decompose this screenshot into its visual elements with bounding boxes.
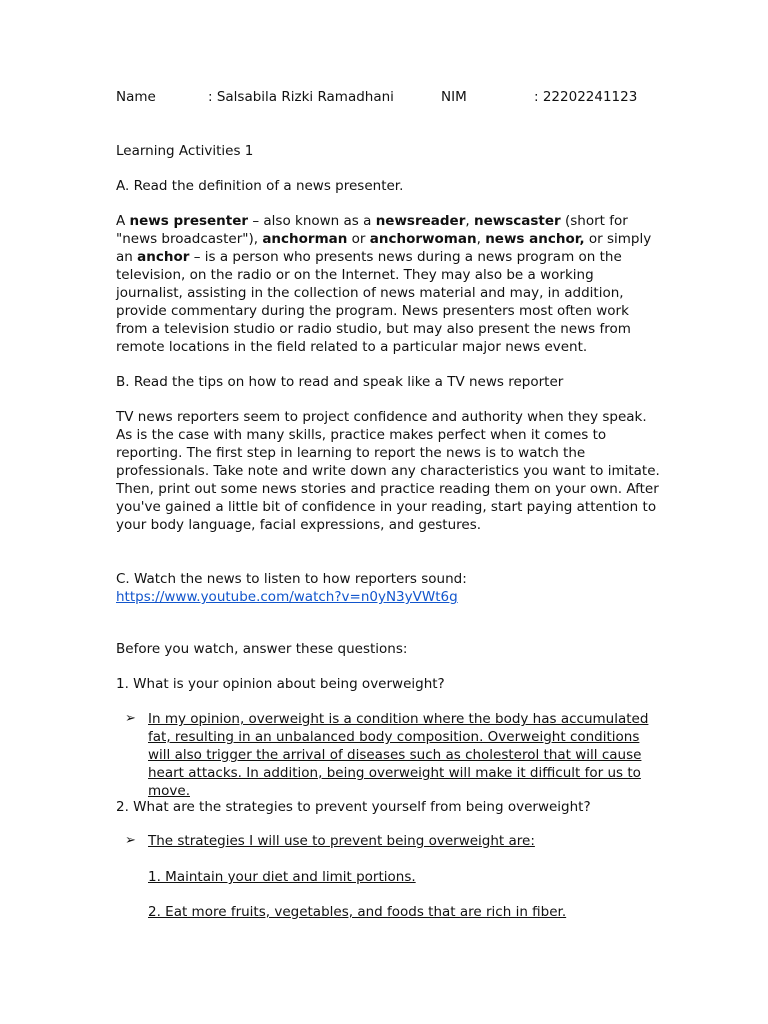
answer-2-intro: The strategies I will use to prevent being overweight are: [148,833,535,849]
section-a-heading: A. Read the definition of a news presenter. [116,178,404,194]
answer-1: In my opinion, overweight is a condition where the body has accumulated fat, resulting in an unbalanced body composition. Overweight conditions will also trigger the arrival of diseases such as cholesterol that will cause heart attacks. In addition, being overweight will make it difficult for us to move. [148,711,649,799]
question-2: 2. What are the strategies to prevent yourself from being overweight? [116,799,591,815]
section-b-paragraph: TV news reporters seem to project confidence and authority when they speak. As is the case with many skills, practice makes perfect when it comes to reporting. The first step in learning to report the news is to watch the professionals. Take note and write down any characteristics you want to imitate. Then, print out some news stories and practice reading them on your own. After you've gained a little bit of confidence in your reading, start paying attention to your body language, facial expressions, and gestures. [116,409,660,533]
question-1: 1. What is your opinion about being overweight? [116,676,445,692]
answer-2-item-2: 2. Eat more fruits, vegetables, and foods that are rich in fiber. [148,904,567,920]
document-title: Learning Activities 1 [116,143,254,159]
name-value: : Salsabila Rizki Ramadhani [208,89,394,105]
before-watch-text: Before you watch, answer these questions: [116,641,408,657]
name-label: Name [116,89,156,105]
nim-value: : 22202241123 [534,89,638,105]
section-a-paragraph: A news presenter – also known as a newsreader, newscaster (short for "news broadcaster"), anchorman or anchorwoman, news anchor, or simply an anchor – is a person who presents news during a news program on the television, on the radio or on the Internet. They may also be a working journalist, assisting in the collection of news material and may, in addition, provide commentary during the program. News presenters most often work from a television studio or radio studio, but may also present the news from remote locations in the field related to a particular major news event. [116,213,652,355]
nim-label: NIM [441,89,467,105]
arrow-bullet-icon: ➢ [125,833,136,848]
section-c-heading: C. Watch the news to listen to how reporters sound: [116,571,467,587]
answer-2-item-1: 1. Maintain your diet and limit portions. [148,869,416,885]
arrow-bullet-icon: ➢ [125,711,136,726]
section-c-link-line [116,588,661,606]
section-b-heading: B. Read the tips on how to read and speak like a TV news reporter [116,374,564,390]
youtube-link[interactable]: https://www.youtube.com/watch?v=n0yN3yVWt6g [116,589,458,605]
